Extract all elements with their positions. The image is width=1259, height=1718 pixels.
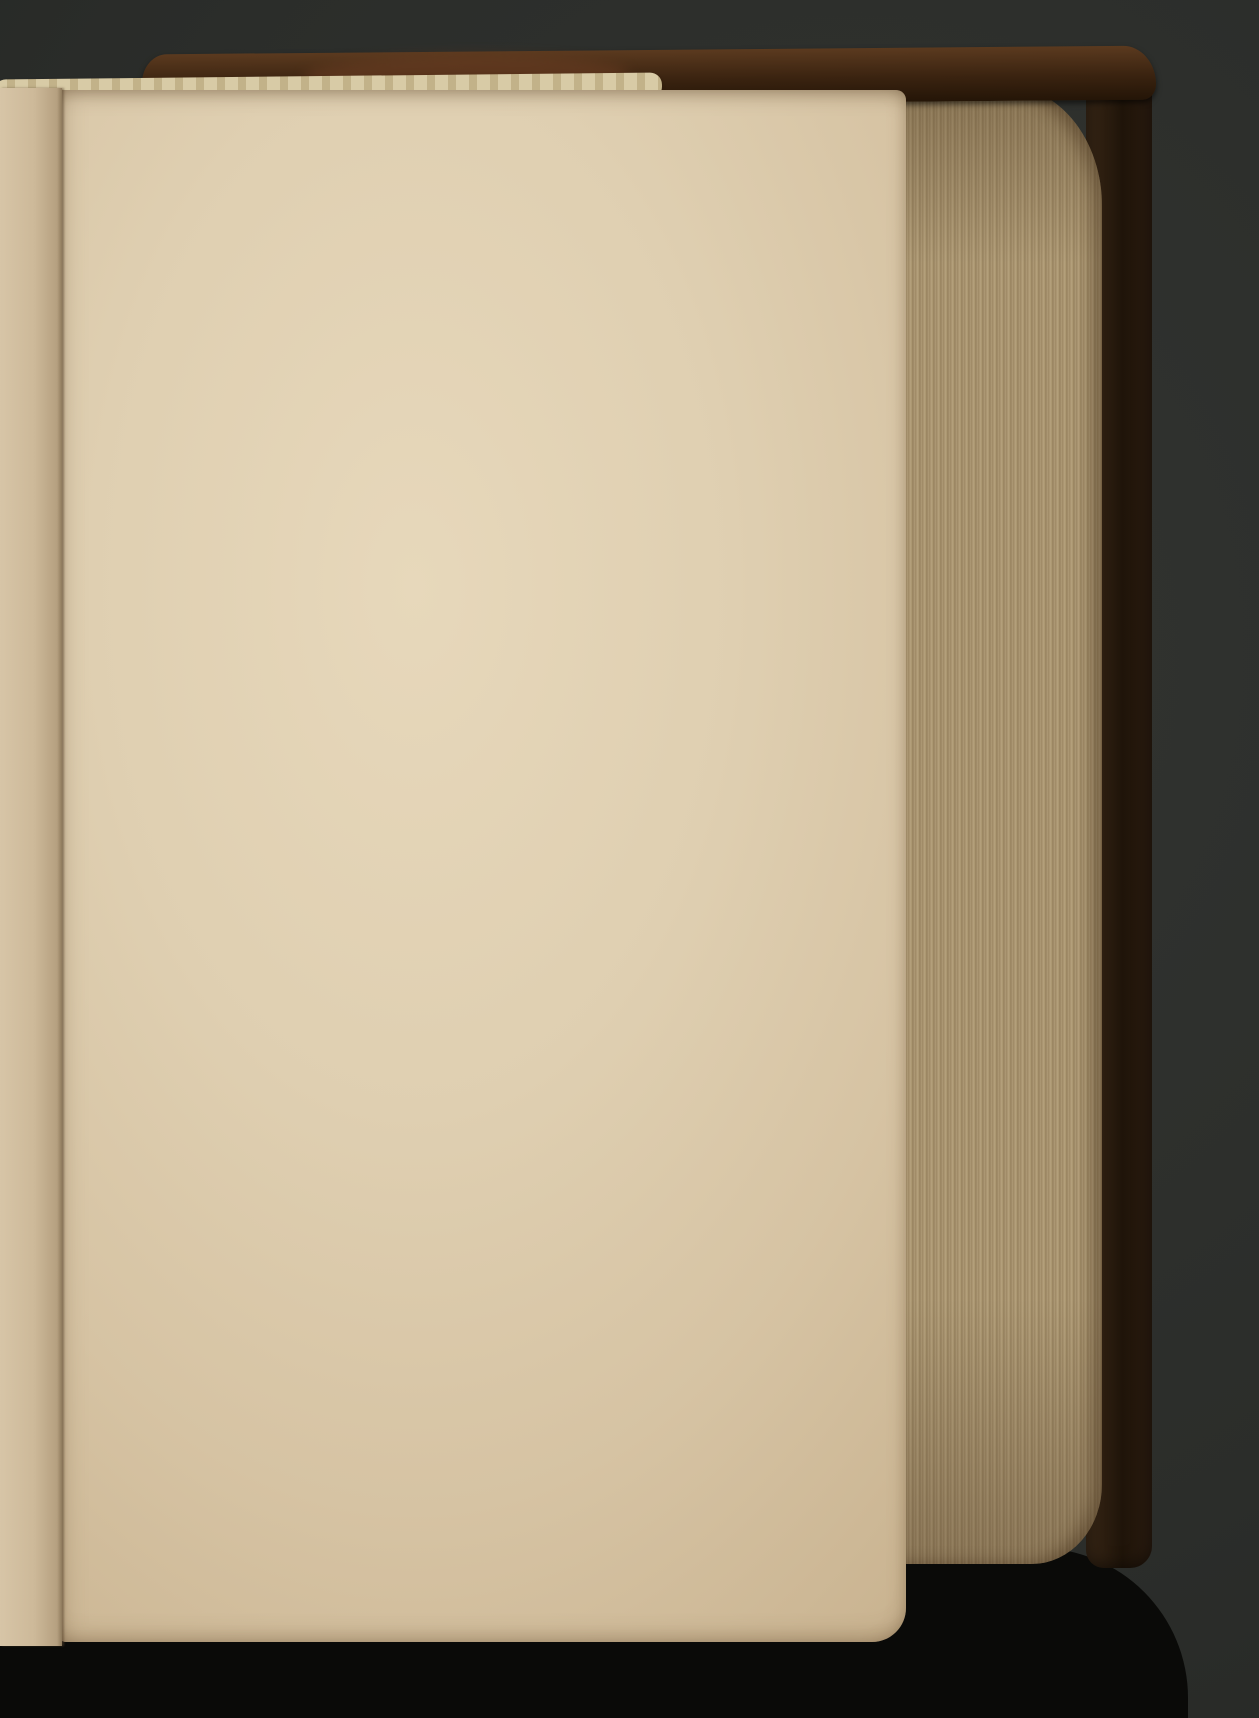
- book-page: [58, 90, 906, 1642]
- facing-page-sliver: [0, 88, 62, 1646]
- page-fore-edge-stack: [896, 86, 1102, 1564]
